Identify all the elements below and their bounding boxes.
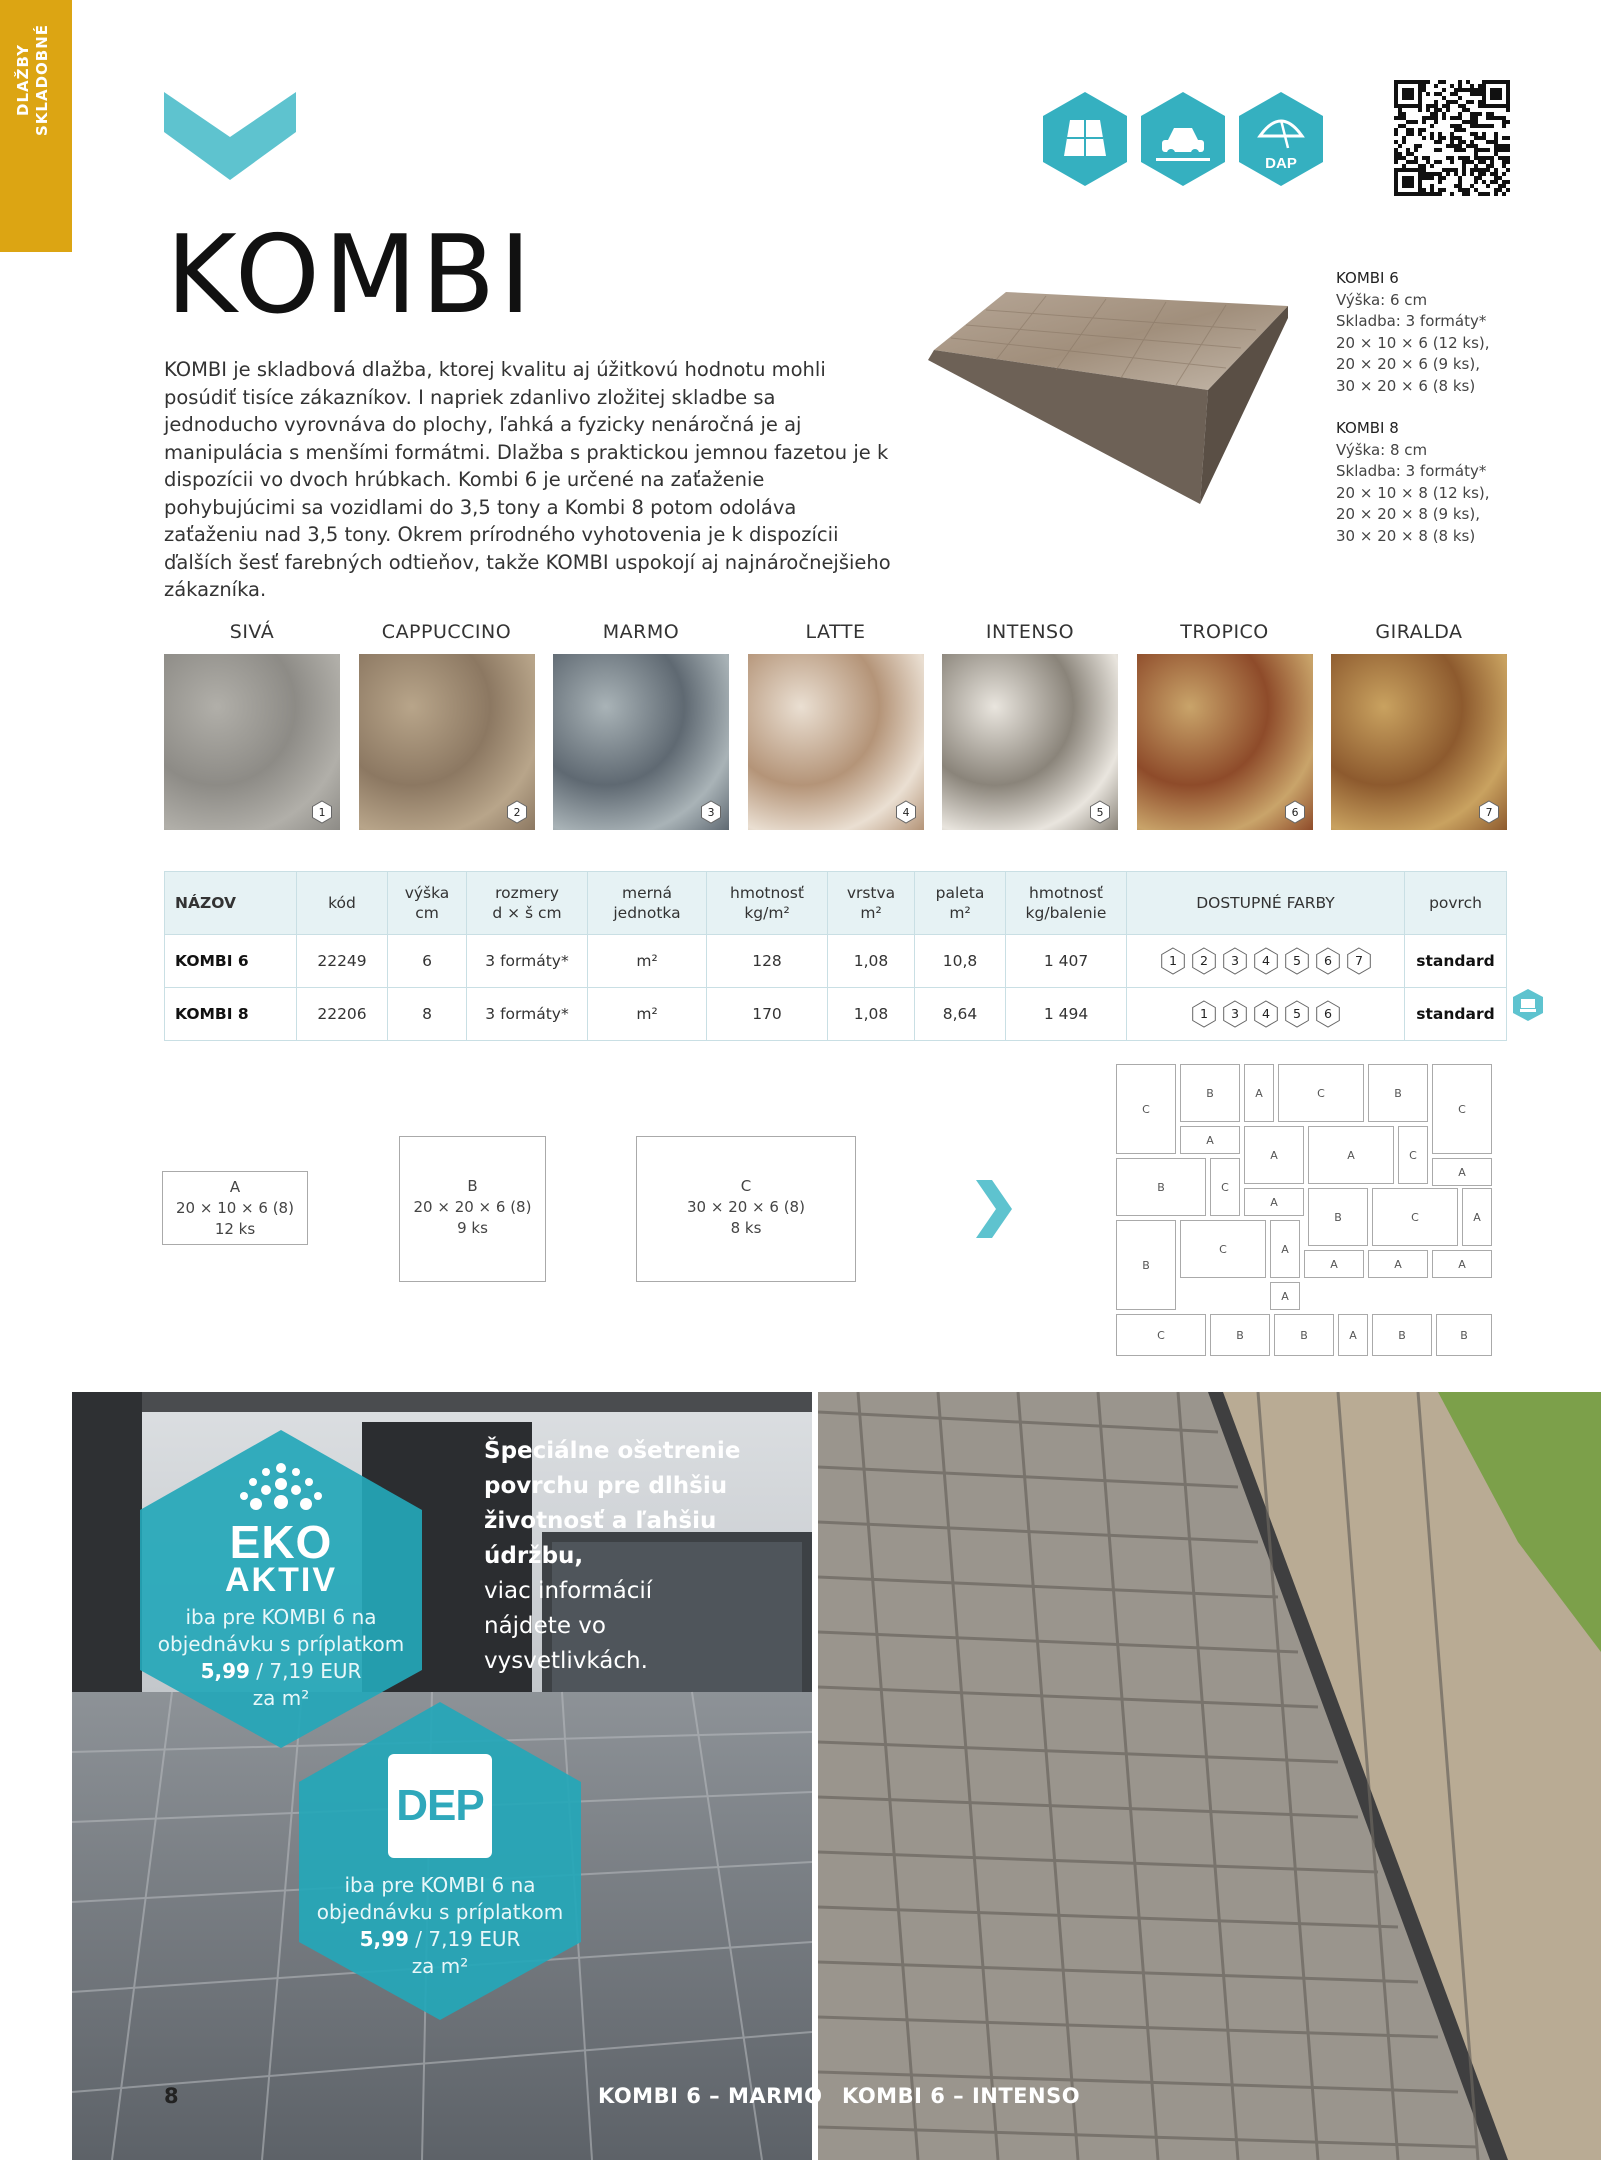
color-swatch-item <box>164 620 340 830</box>
pattern-tile: B <box>1116 1220 1176 1310</box>
laying-pattern <box>1116 1064 1508 1356</box>
spec-k8-line: Skladba: 3 formáty* <box>1336 462 1487 480</box>
pattern-tile: C <box>1116 1314 1206 1356</box>
cell-weight: 170 <box>707 988 828 1041</box>
eko-subtitle: AKTIV <box>225 1561 337 1599</box>
eko-dots-icon <box>226 1460 336 1518</box>
eko-title: EKO <box>229 1516 333 1568</box>
svg-text:1: 1 <box>1168 953 1177 968</box>
svg-text:6: 6 <box>1323 953 1332 968</box>
pattern-tile: B <box>1180 1064 1240 1122</box>
pattern-tile: A <box>1244 1188 1304 1216</box>
eko-unit: za m² <box>252 1686 310 1710</box>
col-dims: rozmery d × š cm <box>467 872 588 935</box>
svg-text:DAP: DAP <box>1265 155 1297 172</box>
spec-table <box>164 871 1507 1041</box>
cell-dims: 3 formáty* <box>467 988 588 1041</box>
table-row <box>165 988 1507 1041</box>
svg-text:5: 5 <box>1292 953 1301 968</box>
swatch-image <box>942 654 1118 830</box>
pattern-tile: A <box>1308 1126 1394 1184</box>
swatch-label: LATTE <box>805 621 866 643</box>
cell-pack: 1 407 <box>1006 935 1127 988</box>
swatch-label: TROPICO <box>1180 621 1269 643</box>
pattern-tile: A <box>1304 1250 1364 1278</box>
col-height: výška cm <box>388 872 467 935</box>
format-dims: 20 × 10 × 6 (8) <box>176 1199 294 1217</box>
color-swatch-item <box>942 620 1118 830</box>
spec-k6-title: KOMBI 6 <box>1336 269 1399 287</box>
format-count: 12 ks <box>214 1220 256 1238</box>
col-colors: DOSTUPNÉ FARBY <box>1127 872 1405 935</box>
pattern-tile: C <box>1116 1064 1176 1154</box>
spec-k6-line: 20 × 20 × 6 (9 ks), <box>1336 355 1480 373</box>
pattern-tile: A <box>1270 1282 1300 1310</box>
cell-layer: 1,08 <box>828 988 915 1041</box>
format-b-box <box>399 1136 546 1282</box>
color-number-badge <box>1283 1000 1311 1028</box>
cell-colors <box>1127 988 1405 1041</box>
cell-height: 8 <box>388 988 467 1041</box>
arrow-right-icon <box>974 1178 1014 1240</box>
paving-pattern-icon <box>1040 90 1130 188</box>
svg-text:3: 3 <box>707 806 715 819</box>
dep-note: objednávku s príplatkom <box>316 1900 564 1924</box>
category-tab-line2: SKLADOBNÉ <box>33 23 51 137</box>
svg-text:5: 5 <box>1292 1006 1301 1021</box>
col-pack: hmotnosť kg/balenie <box>1006 872 1127 935</box>
pattern-tile: A <box>1432 1250 1492 1278</box>
eko-note: iba pre KOMBI 6 na <box>185 1605 377 1629</box>
note-line: vysvetlivkách. <box>484 1648 648 1674</box>
color-number-badge <box>699 800 723 824</box>
pattern-tile: C <box>1372 1188 1458 1246</box>
col-weight: hmotnosť kg/m² <box>707 872 828 935</box>
spec-k6-line: Skladba: 3 formáty* <box>1336 312 1487 330</box>
category-tab <box>0 0 72 252</box>
color-number-badge <box>310 800 334 824</box>
pattern-tile: B <box>1210 1314 1270 1356</box>
color-number-badge <box>1283 800 1307 824</box>
umbrella-dap-icon <box>1236 90 1326 188</box>
dep-logo <box>388 1754 492 1858</box>
svg-text:2: 2 <box>513 806 520 819</box>
color-number-badge <box>1477 800 1501 824</box>
svg-text:2: 2 <box>1199 953 1208 968</box>
format-c-box <box>636 1136 856 1282</box>
note-line: Špeciálne ošetrenie <box>484 1438 741 1464</box>
format-count: 8 ks <box>730 1219 762 1237</box>
pattern-tile: A <box>1270 1220 1300 1278</box>
pattern-tile: A <box>1462 1188 1492 1246</box>
pattern-tile: B <box>1308 1188 1368 1246</box>
cell-layer: 1,08 <box>828 935 915 988</box>
pattern-tile: C <box>1398 1126 1428 1184</box>
category-tab-line1: DLAŽBY <box>14 44 32 116</box>
car-load-icon <box>1138 90 1228 188</box>
format-count: 9 ks <box>457 1219 488 1237</box>
cell-weight: 128 <box>707 935 828 988</box>
swatch-image <box>553 654 729 830</box>
pattern-tile: B <box>1372 1314 1432 1356</box>
caption-intenso: KOMBI 6 – INTENSO <box>842 2084 1081 2108</box>
svg-text:7: 7 <box>1354 953 1363 968</box>
format-letter: C <box>740 1177 752 1195</box>
eko-note: objednávku s príplatkom <box>157 1632 405 1656</box>
pallet-icon <box>1512 988 1544 1022</box>
col-unit: merná jednotka <box>588 872 707 935</box>
note-line: životnosť a ľahšiu <box>484 1508 717 1534</box>
pattern-tile: A <box>1180 1126 1240 1154</box>
color-number-badge <box>1314 947 1342 975</box>
svg-text:4: 4 <box>1261 1006 1270 1021</box>
note-line: údržbu, <box>484 1543 584 1569</box>
spec-k8-line: 20 × 10 × 8 (12 ks), <box>1336 483 1490 502</box>
product-title: KOMBI <box>166 213 536 338</box>
spec-k6-line: Výška: 6 cm <box>1336 290 1428 309</box>
cell-pallet: 8,64 <box>915 988 1006 1041</box>
caption-marmo: KOMBI 6 – MARMO <box>598 2084 823 2108</box>
technical-specs <box>1336 268 1576 547</box>
cell-pallet: 10,8 <box>915 935 1006 988</box>
spec-k8-title: KOMBI 8 <box>1336 419 1399 437</box>
product-description: KOMBI je skladbová dlažba, ktorej kvalitu aj úžitkovú hodnotu mohli posúdiť tisíce zákazníkov. I napriek zdanlivo zložitej skladbe sa jednoducho vyrovnáva do plochy, ľahká a fyzicky nenáročná je aj manipulácia s menšími formátmi. Dlažba s praktickou jemnou fazetou je k dispozícii vo dvoch hrúbkach. Kombi 6 je určené na zaťaženie pohybujúcimi sa vozidlami do 3,5 tony a Kombi 8 potom odoláva zaťaženiu nad 3,5 tony. Okrem prírodného vyhotovenia je k dispozícii ďalších šesť farebných odtieňov, takže KOMBI uspokojí aj najnáročnejšieho zákazníka. <box>164 358 891 601</box>
product-image <box>926 290 1292 516</box>
pattern-tile: B <box>1436 1314 1492 1356</box>
pattern-tile: A <box>1244 1064 1274 1122</box>
format-dims: 20 × 20 × 6 (8) <box>413 1198 532 1216</box>
pattern-tile: B <box>1116 1158 1206 1216</box>
qr-code[interactable] <box>1394 80 1510 196</box>
pattern-tile: A <box>1338 1314 1368 1356</box>
color-number-badge <box>1283 947 1311 975</box>
swatch-image <box>1137 654 1313 830</box>
eko-aktiv-content <box>138 1460 424 1712</box>
table-header-row <box>165 872 1507 935</box>
col-surface: povrch <box>1405 872 1507 935</box>
swatch-image <box>1331 654 1507 830</box>
color-swatch-item <box>553 620 729 830</box>
pattern-tile: A <box>1244 1126 1304 1184</box>
color-number-badge <box>1221 1000 1249 1028</box>
cell-name: KOMBI 8 <box>165 988 297 1041</box>
cell-dims: 3 formáty* <box>467 935 588 988</box>
eko-price: 5,99 / 7,19 EUR <box>200 1659 362 1683</box>
pattern-tile: B <box>1368 1064 1428 1122</box>
color-number-badge <box>1221 947 1249 975</box>
page-number: 8 <box>164 2084 180 2108</box>
cell-name: KOMBI 6 <box>165 935 297 988</box>
col-code: kód <box>297 872 388 935</box>
swatch-label: MARMO <box>602 621 680 643</box>
color-swatch-item <box>1137 620 1313 830</box>
color-number-badge <box>1159 947 1187 975</box>
color-number-badge <box>1190 1000 1218 1028</box>
pattern-tile: A <box>1368 1250 1428 1278</box>
color-number-badge <box>1252 1000 1280 1028</box>
swatch-image <box>164 654 340 830</box>
pattern-tile: C <box>1210 1158 1240 1216</box>
svg-text:3: 3 <box>1230 1006 1239 1021</box>
cell-pack: 1 494 <box>1006 988 1127 1041</box>
svg-text:4: 4 <box>902 806 909 819</box>
spec-k8-line: Výška: 8 cm <box>1336 440 1428 459</box>
cell-surface: standard <box>1405 935 1507 988</box>
svg-text:4: 4 <box>1261 953 1270 968</box>
svg-text:5: 5 <box>1096 806 1104 819</box>
note-line: viac informácií <box>484 1578 653 1604</box>
note-line: nájdete vo <box>484 1613 606 1639</box>
surface-note <box>484 1434 744 1679</box>
spec-k6-line: 20 × 10 × 6 (12 ks), <box>1336 333 1490 352</box>
swatch-label: SIVÁ <box>229 621 275 643</box>
dep-price: 5,99 / 7,19 EUR <box>359 1927 521 1951</box>
dep-content <box>297 1754 583 1980</box>
pattern-tile: C <box>1180 1220 1266 1278</box>
format-letter: B <box>467 1177 478 1195</box>
cell-unit: m² <box>588 935 707 988</box>
photo-intenso <box>818 1392 1601 2160</box>
col-name: NÁZOV <box>165 872 297 935</box>
svg-text:7: 7 <box>1485 806 1493 819</box>
spec-k8-line: 30 × 20 × 8 (8 ks) <box>1336 526 1476 545</box>
svg-text:1: 1 <box>318 806 326 819</box>
svg-text:6: 6 <box>1291 806 1298 819</box>
photo-intenso-scene <box>818 1392 1601 2160</box>
spec-k6-line: 30 × 20 × 6 (8 ks) <box>1336 376 1476 395</box>
color-number-badge <box>894 800 918 824</box>
color-number-badge <box>1252 947 1280 975</box>
svg-text:3: 3 <box>1230 953 1239 968</box>
spec-k8-line: 20 × 20 × 8 (9 ks), <box>1336 505 1480 523</box>
cell-code: 22249 <box>297 935 388 988</box>
table-row <box>165 935 1507 988</box>
swatch-label: GIRALDA <box>1375 621 1463 643</box>
dep-unit: za m² <box>411 1954 469 1978</box>
color-swatch-item <box>748 620 924 830</box>
dep-title: DEP <box>396 1781 484 1830</box>
col-layer: vrstva m² <box>828 872 915 935</box>
col-pallet: paleta m² <box>915 872 1006 935</box>
color-swatch-item <box>1331 620 1507 830</box>
swatch-label: CAPPUCCINO <box>381 621 512 643</box>
pattern-tile: B <box>1274 1314 1334 1356</box>
svg-text:1: 1 <box>1199 1006 1208 1021</box>
pattern-tile: C <box>1278 1064 1364 1122</box>
swatch-image <box>748 654 924 830</box>
format-letter: A <box>229 1178 241 1196</box>
cell-colors <box>1127 935 1405 988</box>
chevron-logo-icon <box>164 92 298 182</box>
pattern-tile: A <box>1432 1158 1492 1186</box>
color-swatch-item <box>359 620 535 830</box>
cell-height: 6 <box>388 935 467 988</box>
dep-note: iba pre KOMBI 6 na <box>344 1873 536 1897</box>
swatch-label: INTENSO <box>985 621 1075 643</box>
color-number-badge <box>1345 947 1373 975</box>
format-dims: 30 × 20 × 6 (8) <box>687 1198 805 1216</box>
note-line: povrchu pre dlhšiu <box>484 1473 728 1499</box>
color-swatches <box>164 620 1507 830</box>
color-number-badge <box>1190 947 1218 975</box>
cell-surface: standard <box>1405 988 1507 1041</box>
color-number-badge <box>1088 800 1112 824</box>
cell-code: 22206 <box>297 988 388 1041</box>
cell-unit: m² <box>588 988 707 1041</box>
color-number-badge <box>505 800 529 824</box>
color-number-badge <box>1314 1000 1342 1028</box>
swatch-image <box>359 654 535 830</box>
format-a-box <box>162 1171 308 1245</box>
svg-text:6: 6 <box>1323 1006 1332 1021</box>
pattern-tile: C <box>1432 1064 1492 1154</box>
